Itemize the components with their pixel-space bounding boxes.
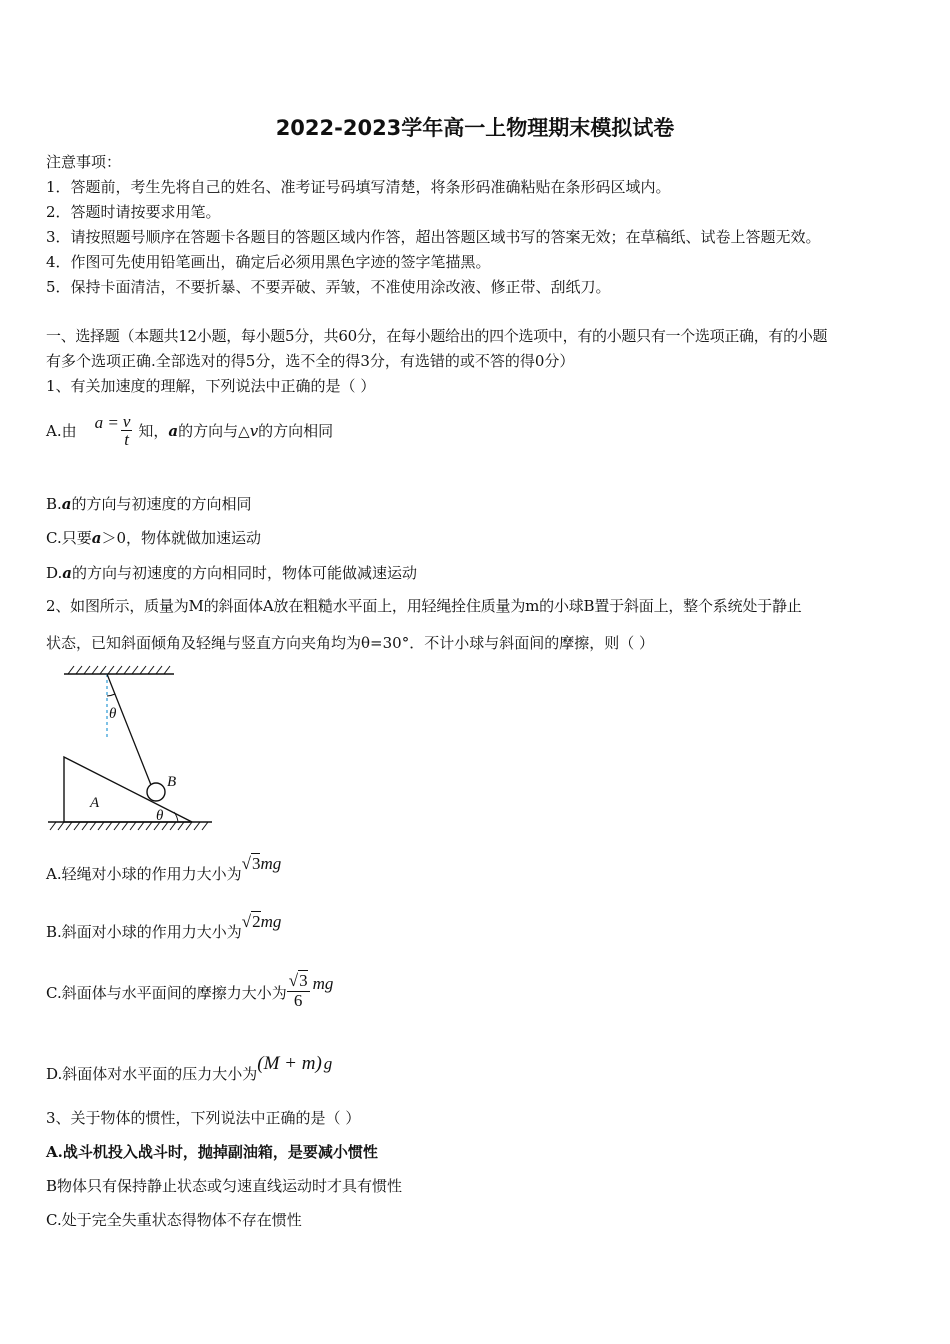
q1-c-prefix: C.只要 <box>46 529 92 547</box>
q1-b-prefix: B. <box>46 495 62 513</box>
q1-option-c <box>46 528 261 548</box>
notice-heading: 注意事项： <box>46 153 122 171</box>
notice-item: 1．答题前，考生先将自己的姓名、准考证号码填写清楚，将条形码准确粘贴在条形码区域内。 <box>46 178 671 196</box>
label-theta-top: θ <box>109 706 117 722</box>
q2-option-d <box>46 1046 332 1084</box>
q3-stem: 3、关于物体的惯性，下列说法中正确的是（ ） <box>46 1109 361 1127</box>
q2-c-radicand: 3 <box>299 970 308 990</box>
q2-d-tail: g <box>323 1054 333 1073</box>
q2-option-c <box>46 965 333 1015</box>
q1-a-suffix2: 的方向与△ <box>178 422 250 440</box>
q1-a-numerator: v <box>122 411 131 431</box>
q2-c-tail: mg <box>312 974 334 993</box>
q3-option-c: C.处于完全失重状态得物体不存在惯性 <box>46 1211 302 1229</box>
ceiling-hatch <box>68 666 170 674</box>
q1-a-var: a <box>168 422 179 440</box>
q1-c-text: ＞0，物体就做加速运动 <box>101 529 261 547</box>
q1-a-prefix: A.由 <box>46 422 77 440</box>
q2-b-tail: mg <box>260 912 282 931</box>
notice-item: 2．答题时请按要求用笔。 <box>46 203 221 221</box>
q1-a-var2: v <box>249 422 259 440</box>
q2-figure <box>40 662 230 834</box>
ground-hatch <box>50 822 208 830</box>
q2-a-radicand: 3 <box>251 854 261 873</box>
q1-b-var: a <box>61 495 72 513</box>
q2-option-a <box>46 850 281 884</box>
q1-a-suffix3: 的方向相同 <box>258 422 334 440</box>
q2-c-denominator: 6 <box>293 990 303 1010</box>
notice-item: 5．保持卡面清洁，不要折暴、不要弄破、弄皱，不准使用涂改液、修正带、刮纸刀。 <box>46 278 611 296</box>
rope <box>107 674 151 785</box>
q1-stem: 1、有关加速度的理解，下列说法中正确的是（ ） <box>46 377 376 395</box>
q1-a-fraction <box>121 411 133 449</box>
q1-a-formula-lhs: a = <box>94 413 119 432</box>
q1-d-text: 的方向与初速度的方向相同时，物体可能做减速运动 <box>72 564 418 582</box>
q3-option-b: B物体只有保持静止状态或匀速直线运动时才具有惯性 <box>46 1177 403 1195</box>
label-theta-bottom: θ <box>156 808 164 824</box>
label-b: B <box>167 774 177 790</box>
notice-item: 4．作图可先使用铅笔画出，确定后必须用黑色字迹的签字笔描黑。 <box>46 253 491 271</box>
q1-c-var: a <box>91 529 102 547</box>
q2-option-b <box>46 908 281 942</box>
q2-c-fraction: $\frac{√3}{6}$ <box>288 970 308 1010</box>
q1-a-suffix: 知， <box>138 422 169 440</box>
q2-d-formula: (M + m) <box>257 1053 322 1074</box>
q1-option-d <box>46 563 417 583</box>
q1-b-text: 的方向与初速度的方向相同 <box>71 495 252 513</box>
ball <box>147 783 165 801</box>
q3-option-a: A.战斗机投入战斗时，抛掉副油箱，是要减小惯性 <box>46 1143 378 1161</box>
q2-d-text: D.斜面体对水平面的压力大小为 <box>46 1065 258 1083</box>
q2-b-text: B.斜面对小球的作用力大小为 <box>46 923 242 941</box>
section-heading-cont: 有多个选项正确.全部选对的得5分，选不全的得3分，有选错的或不答的得0分） <box>46 352 575 370</box>
q2-b-radicand: 2 <box>252 912 261 931</box>
label-a: A <box>90 795 100 811</box>
section-heading: 一、选择题（本题共12小题，每小题5分，共60分，在每小题给出的四个选项中，有的小题只有一个选项正确，有的小题 <box>46 327 828 345</box>
page-title: 2022-2023学年高一上物理期末模拟试卷 <box>275 116 675 140</box>
q2-b-formula: √2mg <box>241 912 282 931</box>
angle-arc-top <box>107 694 115 696</box>
q2-stem-cont: 状态，已知斜面倾角及轻绳与竖直方向夹角均为θ=30°．不计小球与斜面间的摩擦，则（ ） <box>46 634 654 652</box>
notice-item: 3．请按照题号顺序在答题卡各题目的答题区域内作答，超出答题区域书写的答案无效；在草稿纸、试卷上答题无效。 <box>46 228 821 246</box>
q2-a-text: A.轻绳对小球的作用力大小为 <box>46 865 242 883</box>
q1-d-prefix: D. <box>46 564 63 582</box>
q1-d-var: a <box>62 564 72 582</box>
q1-option-b <box>46 494 252 514</box>
q2-c-text: C.斜面体与水平面间的摩擦力大小为 <box>46 984 287 1002</box>
q1-option-a <box>46 408 333 454</box>
q2-a-formula: √3mg <box>241 854 282 873</box>
q2-a-tail: mg <box>260 854 282 873</box>
q1-a-denominator: t <box>124 429 129 449</box>
q2-stem: 2、如图所示，质量为M的斜面体A放在粗糙水平面上，用轻绳拴住质量为m的小球B置于斜面上，整个系统处于静止 <box>46 597 802 615</box>
